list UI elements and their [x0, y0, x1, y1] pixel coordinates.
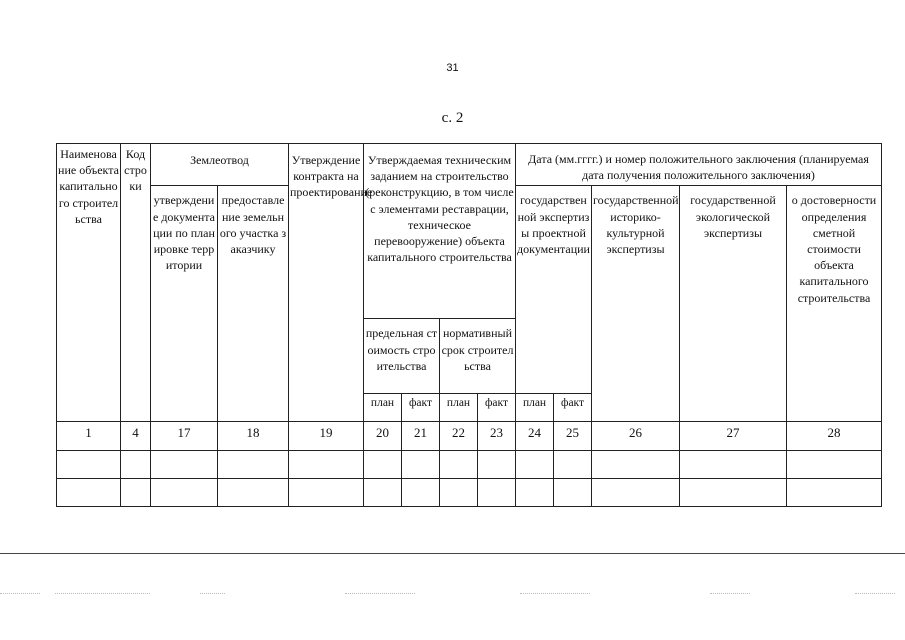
table-cell	[402, 451, 440, 479]
table-cell	[289, 479, 364, 507]
header-plan: план	[364, 394, 402, 422]
column-number: 23	[478, 422, 516, 451]
page-divider	[0, 553, 905, 554]
table-cell	[554, 451, 592, 479]
header-name: Наименование объекта капитального строительства	[57, 144, 121, 422]
header-eco-exp: государственной экологической экспертизы	[680, 186, 787, 422]
scan-artifact	[520, 593, 590, 594]
header-land-grant: предоставление земельного участка заказчику	[218, 186, 289, 422]
header-task-term: нормативный срок строительства	[440, 319, 516, 394]
table-row	[57, 479, 882, 507]
header-state-exp: государственной экспертизы проектной документации	[516, 186, 592, 394]
header-fact: факт	[554, 394, 592, 422]
column-number: 21	[402, 422, 440, 451]
header-hist-exp: государственной историко-культурной экспертизы	[592, 186, 680, 422]
column-number: 19	[289, 422, 364, 451]
header-land: Землеотвод	[151, 144, 289, 186]
table-cell	[57, 451, 121, 479]
column-number: 25	[554, 422, 592, 451]
page-number: 31	[446, 62, 459, 74]
column-number: 20	[364, 422, 402, 451]
header-plan: план	[516, 394, 554, 422]
scan-artifact	[55, 593, 150, 594]
column-number: 24	[516, 422, 554, 451]
column-number: 1	[57, 422, 121, 451]
table-cell	[57, 479, 121, 507]
scan-artifact	[200, 593, 225, 594]
column-number-row	[57, 422, 882, 451]
column-number: 26	[592, 422, 680, 451]
header-plan: план	[440, 394, 478, 422]
column-number: 4	[121, 422, 151, 451]
header-code: Код строки	[121, 144, 151, 422]
table-cell	[592, 451, 680, 479]
table-cell	[121, 479, 151, 507]
table-cell	[554, 479, 592, 507]
scan-artifact	[855, 593, 895, 594]
table-cell	[151, 451, 218, 479]
table-row	[57, 451, 882, 479]
table-cell	[787, 479, 882, 507]
header-conclusion: Дата (мм.гггг.) и номер положительного заключения (планируемая дата получения положительного заключения)	[516, 144, 882, 186]
header-task: Утверждаемая техническим заданием на строительство (реконструкцию, в том числе с элементами реставрации, техническое перевооружение) объекта капитального строительства	[364, 144, 516, 319]
header-land-plan: утверждение документации по планировке территории	[151, 186, 218, 422]
column-number: 17	[151, 422, 218, 451]
table-cell	[151, 479, 218, 507]
header-task-cost: предельная стоимость строительства	[364, 319, 440, 394]
column-number: 27	[680, 422, 787, 451]
table-cell	[402, 479, 440, 507]
table-cell	[218, 451, 289, 479]
scan-artifact	[0, 593, 40, 594]
column-number: 22	[440, 422, 478, 451]
header-reliability: о достоверности определения сметной стоимости объекта капитального строительства	[787, 186, 882, 422]
page-label: с. 2	[441, 110, 464, 126]
scan-artifact	[710, 593, 750, 594]
table-cell	[478, 451, 516, 479]
table-cell	[592, 479, 680, 507]
scan-artifact	[345, 593, 415, 594]
table-cell	[364, 479, 402, 507]
table-cell	[680, 479, 787, 507]
table-cell	[680, 451, 787, 479]
header-fact: факт	[478, 394, 516, 422]
table-cell	[516, 451, 554, 479]
form-table	[56, 143, 882, 507]
table-cell	[787, 451, 882, 479]
table-cell	[516, 479, 554, 507]
table-cell	[364, 451, 402, 479]
table-cell	[440, 479, 478, 507]
header-fact: факт	[402, 394, 440, 422]
table-cell	[478, 479, 516, 507]
header-design-contract: Утверждение контракта на проектирование	[289, 144, 364, 422]
table-cell	[440, 451, 478, 479]
column-number: 18	[218, 422, 289, 451]
table-cell	[121, 451, 151, 479]
table-cell	[289, 451, 364, 479]
table-cell	[218, 479, 289, 507]
column-number: 28	[787, 422, 882, 451]
